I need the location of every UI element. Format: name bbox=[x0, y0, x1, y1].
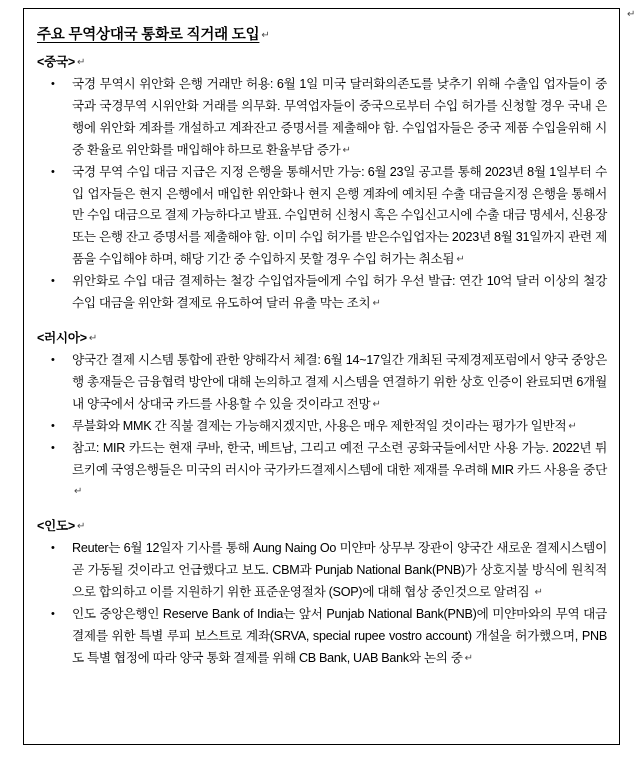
section-heading-india-text: <인도> bbox=[37, 519, 75, 534]
section-russia bbox=[37, 328, 607, 503]
list-item-text: 국경 무역시 위안화 은행 거래만 허용: 6월 1일 미국 달러화의존도를 낮추기 위해 수출입 업자들이 중국과 국경무역 시위안화 거래를 의무화. 무역업자들이 중국으로부터 수입 허가를 신청할 경우 국내 은행에 위안화 계좌를 개설하고 계좌잔고 증명서를 제출해야 함. 수입업자들은 중국 제품 수입을위해 시중 환율로 위안화를 매입해야 하므로 환율부담 증가 bbox=[72, 77, 607, 157]
section-heading-china bbox=[37, 52, 607, 73]
paragraph-mark-icon: ↵ bbox=[456, 254, 465, 266]
bullet-list-russia bbox=[37, 350, 607, 503]
page-title bbox=[37, 25, 607, 46]
list-item-text: 인도 중앙은행인 Reserve Bank of India는 앞서 Punjab National Bank(PNB)에 미얀마와의 무역 대금 결제를 위한 특별 루피 보스트로 계좌(SRVA, special rupee vostro account) 개설을 허가했으며, PNB도 특별 협정에 따라 양국 통화 결제를 위해 CB Bank, UAB Bank와 논의 중 bbox=[72, 607, 607, 665]
paragraph-mark-icon: ↵ bbox=[76, 57, 86, 68]
list-item bbox=[37, 271, 607, 315]
outer-paragraph-mark: ↵ bbox=[627, 9, 636, 20]
paragraph-mark-icon: ↵ bbox=[76, 521, 86, 533]
bullet-list-china bbox=[37, 74, 607, 315]
paragraph-mark-icon: ↵ bbox=[261, 30, 270, 41]
paragraph-mark-icon: ↵ bbox=[74, 486, 83, 498]
bullet-list-india bbox=[37, 538, 607, 669]
section-heading-russia bbox=[37, 328, 607, 349]
list-item bbox=[37, 74, 607, 162]
list-item bbox=[37, 538, 607, 604]
list-item-text: 국경 무역 수입 대금 지급은 지정 은행을 통해서만 가능: 6월 23일 공고를 통해 2023년 8월 1일부터 수입 업자들은 현지 은행에서 매입한 위안화나 현지 은행 계좌에 예치된 수출 대금을지정 은행을 통해서만 수입 대금으로 결제 가능하다고 발표. 수입면허 신청시 혹은 수입신고시에 수출 대금 명세서, 신용장 또는 은행 잔고 증명서를 제출해야 함. 이미 수입 허가를 받은수입업자는 2023년 8월 31일까지 관련 제품을 수입해야 하며, 해당 기간 중 수입하지 못할 경우 수입 허가는 취소됨 bbox=[72, 164, 607, 267]
paragraph-mark-icon: ↵ bbox=[372, 398, 381, 410]
section-divider bbox=[37, 315, 607, 328]
page-title-text: 주요 무역상대국 통화로 직거래 도입 bbox=[37, 27, 260, 43]
list-item-text: 참고: MIR 카드는 현재 쿠바, 한국, 베트남, 그리고 예전 구소련 공화국들에서만 사용 가능. 2022년 튀르키예 국영은행들은 미국의 러시아 국가카드결제시스템에 대한 제재를 우려해 MIR 카드 사용을 중단 bbox=[72, 440, 607, 477]
paragraph-mark-icon: ↵ bbox=[464, 652, 474, 664]
paragraph-mark-icon: ↵ bbox=[534, 587, 543, 599]
section-india bbox=[37, 516, 607, 669]
section-divider bbox=[37, 503, 607, 516]
paragraph-mark-icon: ↵ bbox=[342, 144, 351, 156]
list-item bbox=[37, 162, 607, 272]
document-frame bbox=[23, 8, 620, 745]
paragraph-mark-icon: ↵ bbox=[568, 420, 577, 432]
list-item-text: Reuter는 6월 12일자 기사를 통해 Aung Naing Oo 미얀마 상무부 장관이 양국간 새로운 결제시스템이 곧 가동될 것이라고 언급했다고 보도. CBM과 Punjab National Bank(PNB)가 상호지불 방식에 원칙적으로 합의하고 이를 지원하기 위한 표준운영절차 (SOP)에 대해 협상 중인것으로 알려짐 bbox=[72, 541, 607, 600]
list-item-text: 양국간 결제 시스템 통합에 관한 양해각서 체결: 6월 14~17일간 개최된 국제경제포럼에서 양국 중앙은행 총재들은 금융협력 방안에 대해 논의하고 결제 시스템을 연결하기 위한 상호 인증이 완료되면 6개월 내 양국에서 상대국 카드를 사용할 수 있을 것이라고 전망 bbox=[72, 352, 607, 411]
list-item bbox=[37, 604, 607, 670]
section-china bbox=[37, 52, 607, 315]
section-heading-russia-text: <러시아> bbox=[37, 330, 87, 345]
list-item bbox=[37, 416, 607, 438]
section-heading-india bbox=[37, 516, 607, 537]
list-item bbox=[37, 438, 607, 504]
paragraph-mark-icon: ↵ bbox=[88, 332, 98, 344]
list-item-text: 루블화와 MMK 간 직불 결제는 가능해지겠지만, 사용은 매우 제한적일 것이라는 평가가 일반적 bbox=[72, 418, 567, 433]
list-item-text: 위안화로 수입 대금 결제하는 철강 수입업자들에게 수입 허가 우선 발급: 연간 10억 달러 이상의 철강 수입 대금을 위안화 결제로 유도하여 달러 유출 막는 조치 bbox=[72, 274, 607, 311]
list-item bbox=[37, 350, 607, 416]
section-heading-china-text: <중국> bbox=[37, 55, 75, 69]
paragraph-mark-icon: ↵ bbox=[372, 298, 381, 310]
